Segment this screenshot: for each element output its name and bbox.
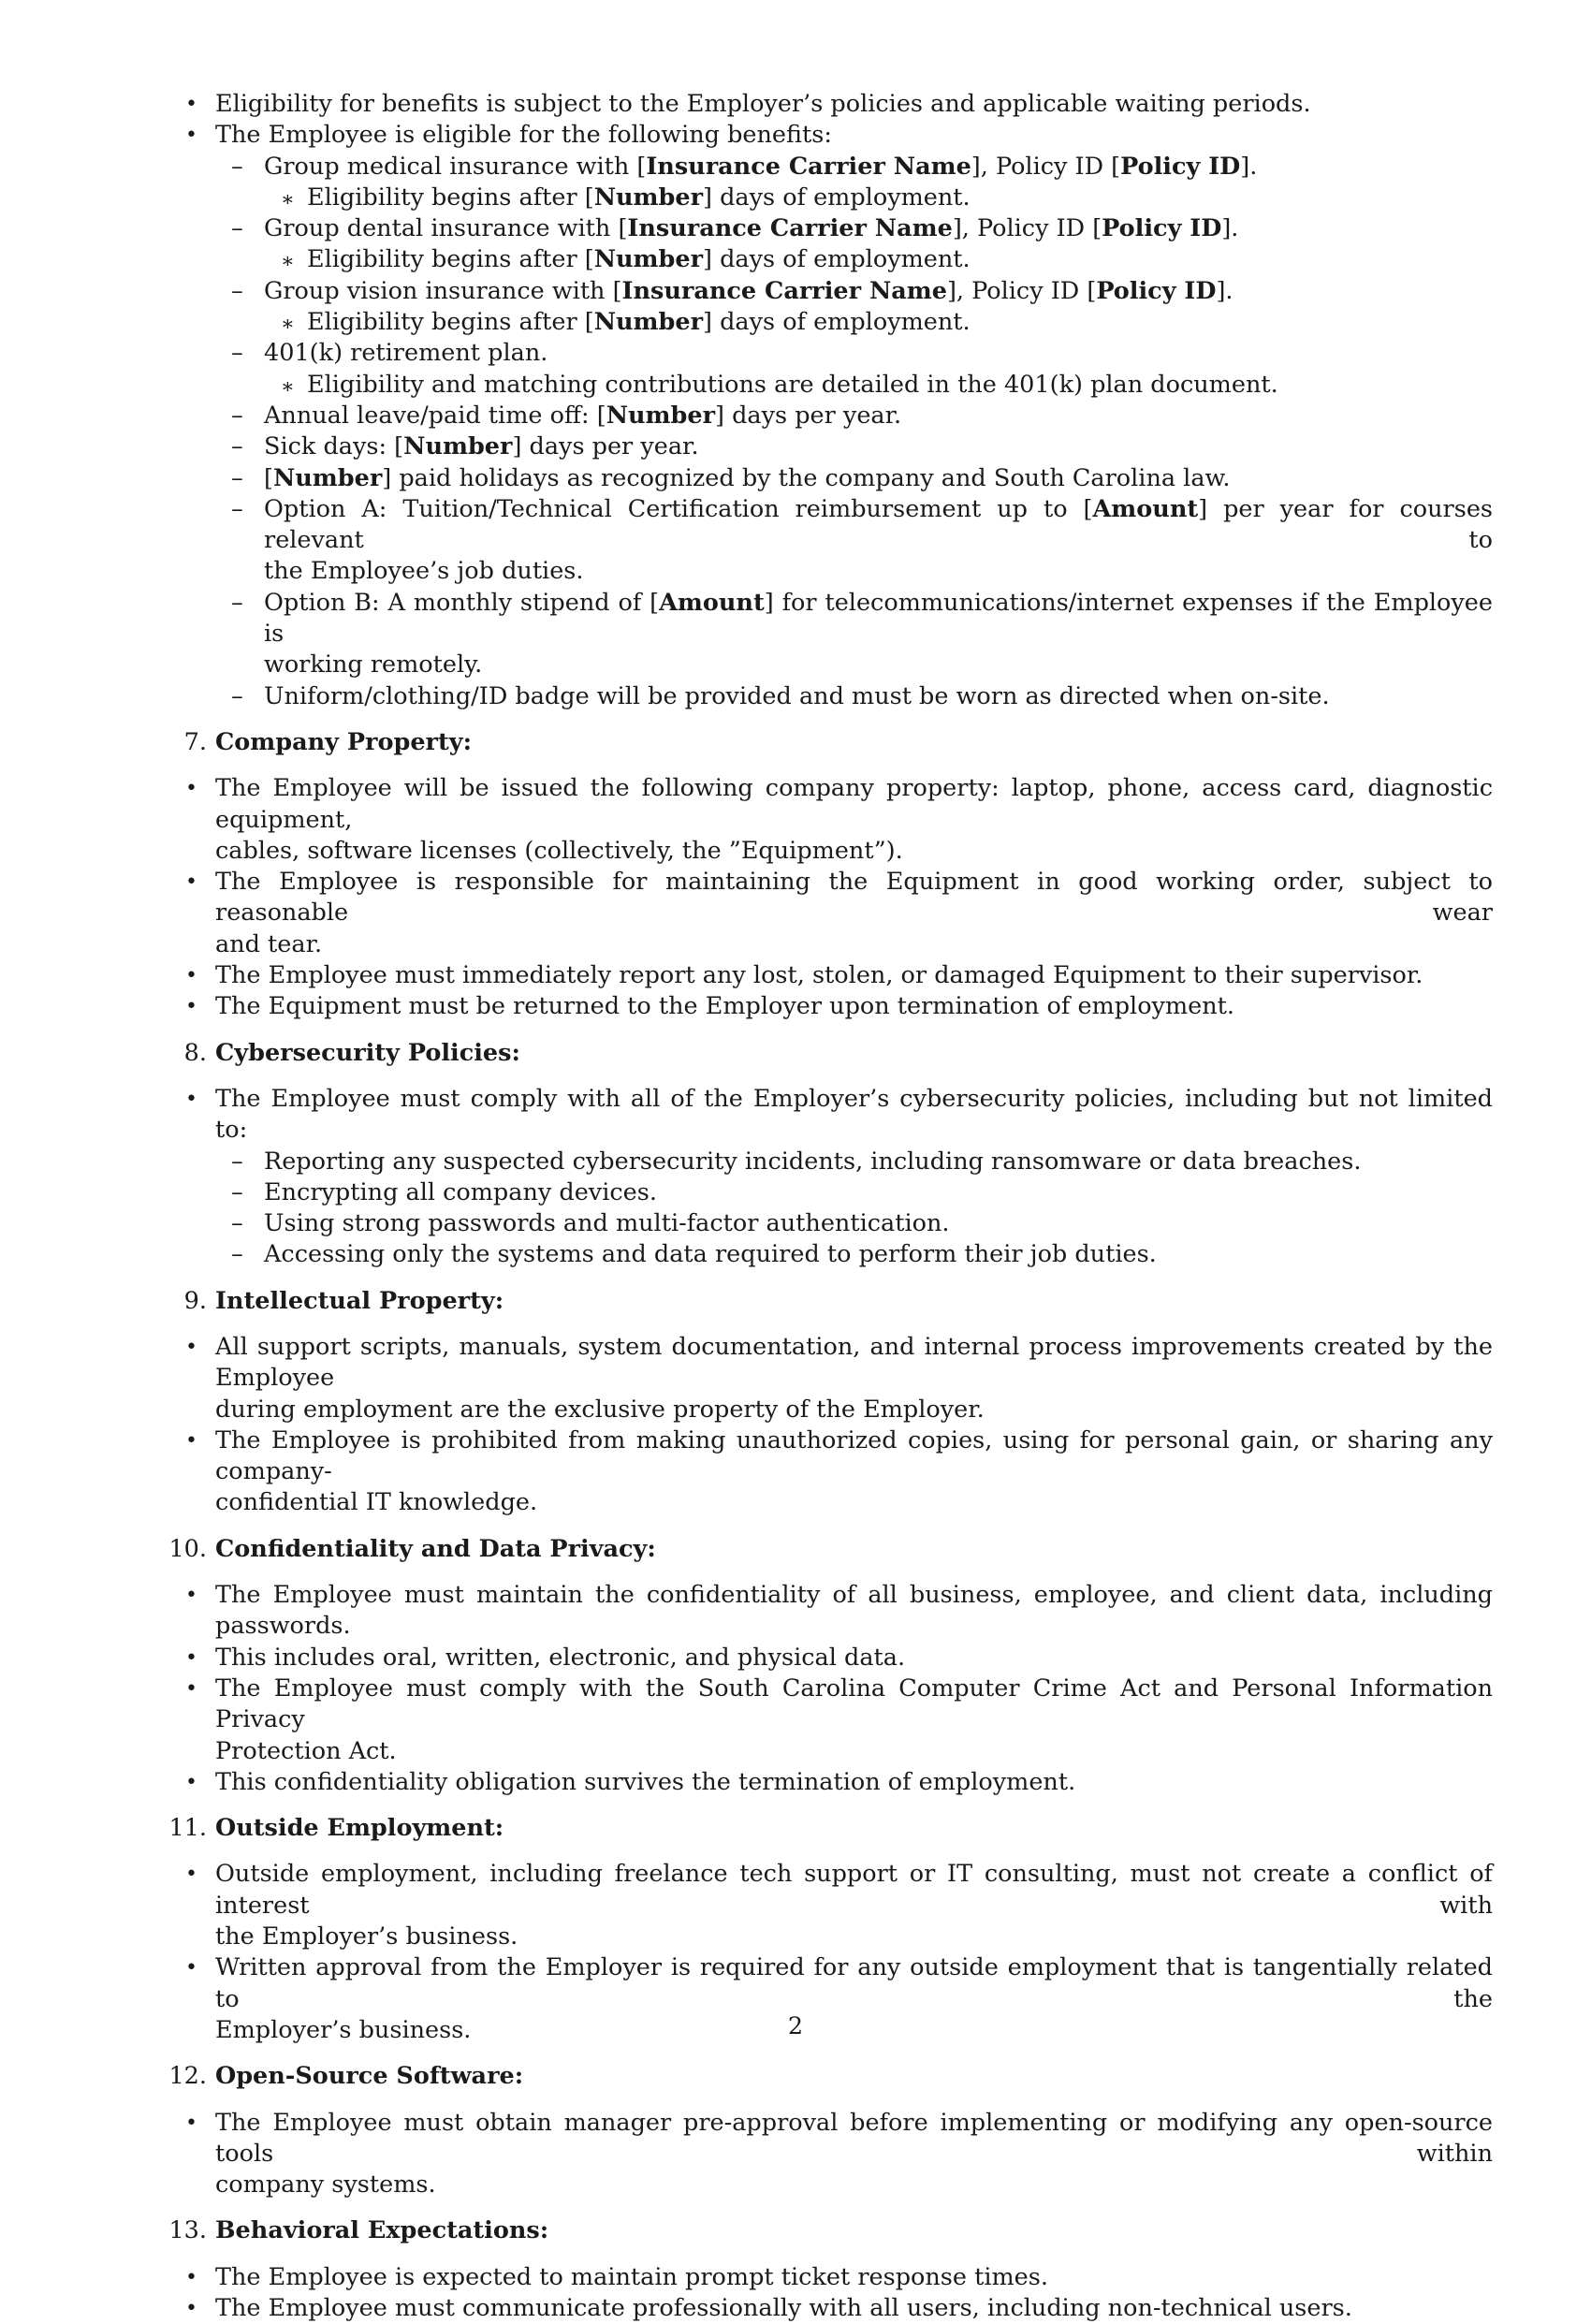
list-item-continuation: confidential IT knowledge. <box>215 1488 538 1517</box>
bullet-icon: • <box>185 124 197 148</box>
bullet-icon: • <box>185 1770 197 1794</box>
list-item-continuation: the Employee’s job duties. <box>264 557 584 586</box>
list-item: • The Employee is responsible for maintaining the Equipment in good working order, subject to reasonable wear <box>185 868 1493 928</box>
list-item: • This confidentiality obligation survives the termination of employment. <box>215 1767 1493 1798</box>
asterisk-icon: ∗ <box>281 374 295 399</box>
bullet-icon: • <box>185 1645 197 1670</box>
bullet-icon: • <box>185 1584 197 1608</box>
list-item-continuation: company systems. <box>215 2171 436 2200</box>
bullet-icon: • <box>185 93 197 116</box>
list-item-continuation: Protection Act. <box>215 1736 397 1765</box>
dash-icon: – <box>231 432 243 461</box>
bullet-icon: • <box>185 1676 197 1701</box>
dash-icon: – <box>231 1240 243 1269</box>
dash-icon: – <box>231 681 243 710</box>
list-item: – Reporting any suspected cybersecurity incidents, including ransomware or data breaches. <box>215 1147 1493 1177</box>
list-item: • All support scripts, manuals, system documentation, and internal process improvements created by the Employee <box>185 1332 1493 1393</box>
section-heading: 9. Intellectual Property: <box>183 1286 504 1315</box>
list-item: ∗ Eligibility begins after [Number] days of employment. <box>215 244 1493 275</box>
dash-icon: – <box>231 494 243 523</box>
list-item: – Sick days: [Number] days per year. <box>215 431 1493 462</box>
document-body <box>168 89 1493 2324</box>
list-item: – Encrypting all company devices. <box>215 1177 1493 1208</box>
bullet-icon: • <box>185 777 197 801</box>
bullet-icon: • <box>185 1863 197 1887</box>
list-item: • Outside employment, including freelance tech support or IT consulting, must not create a conflict of interest with <box>185 1860 1493 1920</box>
dash-icon: – <box>231 276 243 305</box>
list-item: • This includes oral, written, electronic, and physical data. <box>215 1643 1493 1674</box>
section-heading: 7. Company Property: <box>183 727 472 756</box>
dash-icon: – <box>231 339 243 368</box>
bullet-icon: • <box>185 1956 197 1981</box>
list-item-continuation: working remotely. <box>264 650 483 680</box>
asterisk-icon: ∗ <box>281 187 295 212</box>
bullet-icon: • <box>185 2111 197 2135</box>
bullet-icon: • <box>185 2297 197 2320</box>
section-heading: 13. Behavioral Expectations: <box>168 2216 549 2245</box>
list-item-continuation: and tear. <box>215 929 323 958</box>
dash-icon: – <box>231 401 243 430</box>
list-item: • The Employee is expected to maintain prompt ticket response times. <box>215 2262 1493 2293</box>
list-item: • The Employee will be issued the following company property: laptop, phone, access card, diagnostic equipment, <box>185 774 1493 834</box>
dash-icon: – <box>231 463 243 492</box>
list-item: – Option A: Tuition/Technical Certification reimbursement up to [Amount] per year for courses relevant to <box>231 494 1493 555</box>
bullet-icon: • <box>185 964 197 988</box>
section-heading: 12. Open-Source Software: <box>168 2062 524 2091</box>
list-item: – Annual leave/paid time off: [Number] days per year. <box>215 401 1493 431</box>
list-item: – Group vision insurance with [Insurance Carrier Name], Policy ID [Policy ID]. <box>215 276 1493 307</box>
dash-icon: – <box>231 588 243 617</box>
list-item: – Group dental insurance with [Insurance Carrier Name], Policy ID [Policy ID]. <box>215 213 1493 244</box>
asterisk-icon: ∗ <box>281 313 295 337</box>
page-number: 2 <box>787 2012 804 2040</box>
section-heading: 11. Outside Employment: <box>168 1814 504 1843</box>
dash-icon: – <box>231 1177 243 1206</box>
list-item: – Group medical insurance with [Insurance Carrier Name], Policy ID [Policy ID]. <box>215 152 1493 183</box>
list-item: • Eligibility for benefits is subject to the Employer’s policies and applicable waiting periods. <box>215 89 1493 120</box>
section-heading: 10. Confidentiality and Data Privacy: <box>168 1534 656 1563</box>
list-item: • The Employee must immediately report any lost, stolen, or damaged Equipment to their supervisor. <box>215 960 1493 991</box>
bullet-icon: • <box>185 995 197 1019</box>
list-item: • The Employee must communicate professionally with all users, including non-technical users. <box>215 2293 1493 2324</box>
list-item: • The Employee must obtain manager pre-approval before implementing or modifying any open-source tools within <box>185 2108 1493 2168</box>
list-item-continuation: cables, software licenses (collectively, the ”Equipment”). <box>215 836 903 865</box>
dash-icon: – <box>231 1209 243 1238</box>
list-item: ∗ Eligibility begins after [Number] days of employment. <box>215 183 1493 213</box>
dash-icon: – <box>231 1147 243 1176</box>
list-item: • The Employee must maintain the confidentiality of all business, employee, and client data, including passwords. <box>185 1581 1493 1641</box>
bullet-icon: • <box>185 1428 197 1453</box>
list-item: – Accessing only the systems and data required to perform their job duties. <box>215 1239 1493 1270</box>
dash-icon: – <box>231 214 243 243</box>
asterisk-icon: ∗ <box>281 250 295 274</box>
list-item: ∗ Eligibility begins after [Number] days of employment. <box>215 307 1493 338</box>
list-item: – Uniform/clothing/ID badge will be provided and must be worn as directed when on-site. <box>215 681 1493 712</box>
bullet-icon: • <box>185 1335 197 1359</box>
bullet-icon: • <box>185 2265 197 2289</box>
list-item-continuation: the Employer’s business. <box>215 1922 518 1951</box>
bullet-icon: • <box>185 1087 197 1111</box>
list-item: • The Employee must comply with all of the Employer’s cybersecurity policies, including but not limited to: <box>185 1084 1493 1145</box>
list-item-continuation: Employer’s business. <box>215 2015 472 2044</box>
list-item: • Written approval from the Employer is required for any outside employment that is tangentially related to the <box>185 1953 1493 2013</box>
list-item: • The Employee must comply with the South Carolina Computer Crime Act and Personal Information Privacy <box>185 1674 1493 1734</box>
list-item: – Using strong passwords and multi-factor authentication. <box>215 1208 1493 1239</box>
list-item: – [Number] paid holidays as recognized by the company and South Carolina law. <box>215 463 1493 494</box>
list-item: • The Equipment must be returned to the Employer upon termination of employment. <box>215 991 1493 1022</box>
bullet-icon: • <box>185 870 197 895</box>
list-item-continuation: during employment are the exclusive property of the Employer. <box>215 1395 985 1424</box>
list-item: ∗ Eligibility and matching contributions are detailed in the 401(k) plan document. <box>215 370 1493 401</box>
section-heading: 8. Cybersecurity Policies: <box>183 1038 520 1067</box>
list-item: • The Employee is prohibited from making unauthorized copies, using for personal gain, or sharing any company- <box>185 1425 1493 1486</box>
dash-icon: – <box>231 152 243 181</box>
list-item: – 401(k) retirement plan. <box>215 338 1493 369</box>
list-item: • The Employee is eligible for the following benefits: <box>215 120 1493 151</box>
list-item: – Option B: A monthly stipend of [Amount] for telecommunications/internet expenses if the Employee is <box>231 588 1493 649</box>
